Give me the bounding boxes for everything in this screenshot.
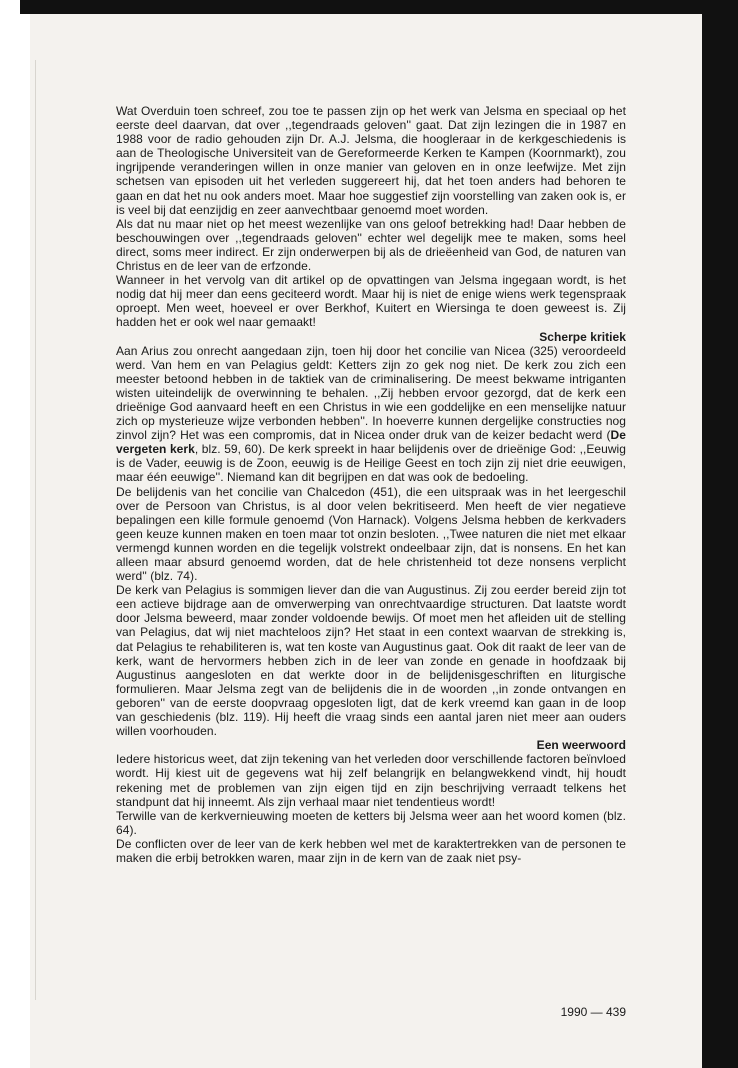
paragraph: Iedere historicus weet, dat zijn tekening van het verleden door verschillende factoren beïnvloed wordt. Hij kiest uit de gegevens wat hij zelf belangrijk en belangwekkend vindt, hij houdt rekening met de problemen van zijn eigen tijd en zijn beschrijving verraadt telkens het standpunt dat hij inneemt. Als zijn verhaal maar niet tendentieus wordt! bbox=[116, 752, 626, 809]
paragraph: De belijdenis van het concilie van Chalcedon (451), die een uitspraak was in het leergeschil over de Persoon van Christus, is al door velen bekritiseerd. Men heeft de vier negatieve bepalingen een kille formule genoemd (Von Harnack). Volgens Jelsma hebben de kerkvaders geen keuze kunnen maken en toen maar tot onzin besloten. ,,Twee naturen die niet met elkaar vermengd kunnen worden en die tegelijk volstrekt ondeelbaar zijn, dat is nonsens. En het kan alleen maar absurd genoemd worden, dat de hele christenheid tot deze nonsens verplicht werd'' (blz. 74). bbox=[116, 484, 626, 584]
paragraph-text: , blz. 59, 60). De kerk spreekt in haar belijdenis over de drieënige God: ,,Eeuwig is de Vader, eeuwig is de Zoon, eeuwig is de Heilige Geest en toch zijn zij niet drie eeuwigen, maar één eeuwige''. Niemand kan dit begrijpen en dat was ook de bedoeling. bbox=[116, 442, 627, 485]
scan-border-top bbox=[20, 0, 738, 14]
book-reference: De vergeten kerk bbox=[116, 428, 626, 457]
page-fold-line bbox=[35, 60, 36, 1000]
scan-border-right bbox=[702, 0, 738, 1068]
paragraph: Als dat nu maar niet op het meest wezenlijke van ons geloof betrekking had! Daar hebben de beschouwingen over ,,tegendraads geloven'' echter wel degelijk mee te maken, soms heel direct, soms meer indirect. Er zijn onderwerpen bij als de drieëenheid van God, de naturen van Christus en de leer van de erfzonde. bbox=[116, 216, 626, 274]
paragraph bbox=[116, 344, 626, 485]
page-number: 1990 — 439 bbox=[560, 1005, 626, 1019]
paragraph: De kerk van Pelagius is sommigen liever dan die van Augustinus. Zij zou eerder bereid zijn tot een actieve bijdrage aan de omverwerping van onrechtvaardige structuren. Dat laatste wordt door Jelsma beweerd, maar zonder voldoende bewijs. Of moet men het afleiden uit de stelling van Pelagius, dat wij niet machteloos zijn? Het staat in een context waarvan de strekking is, dat Pelagius te rehabiliteren is, wat ten koste van Augustinus gaat. Ook dit raakt de leer van de kerk, want de hervormers hebben zich in de leer van zonde en genade in hoofdzaak bij Augustinus aangesloten en dat werkte door in de belijdenisgeschriften en liturgische formulieren. Maar Jelsma zegt van de belijdenis die in de woorden ,,in zonde ontvangen en geboren'' van de eerste doopvraag opgesloten ligt, dat de kerk vreemd kan gaan in de loop van geschiedenis (blz. 119). Hij heeft die vraag sinds een aantal jaren niet meer aan ouders willen voorhouden. bbox=[116, 583, 626, 739]
paragraph-text: Aan Arius zou onrecht aangedaan zijn, toen hij door het concilie van Nicea (325) veroordeeld werd. Van hem en van Pelagius geldt: Ketters zijn zo gek nog niet. De kerk zou zich een meester betoond hebben in de taktiek van de criminalisering. De meest bekwame intriganten wisten uiteindelijk de overwinning te behalen. ,,Zij hebben ervoor gezorgd, dat de kerk een drieënige God aanvaard heeft en een Christus in wie een goddelijke en een menselijke natuur zich op mysterieuze wijze verbonden hebben''. In hoeverre kunnen dergelijke constructies nog zinvol zijn? Het was een compromis, dat in Nicea onder druk van de keizer bedacht werd ( bbox=[116, 343, 626, 443]
section-heading: Een weerwoord bbox=[536, 738, 626, 753]
section-heading: Scherpe kritiek bbox=[539, 329, 626, 344]
paragraph: De conflicten over de leer van de kerk hebben wel met de karaktertrekken van de personen te maken die erbij betrokken waren, maar zijn in de kern van de zaak niet psy- bbox=[116, 836, 626, 865]
paragraph: Wat Overduin toen schreef, zou toe te passen zijn op het werk van Jelsma en speciaal op het eerste deel daarvan, dat over ,,tegendraads geloven'' gaat. Dat zijn lezingen die in 1987 en 1988 voor de radio gehouden zijn Dr. A.J. Jelsma, die hoogleraar in de kerkgeschiedenis is aan de Theologische Universiteit van de Gereformeerde Kerken te Kampen (Koornmarkt), zou ingrijpende veranderingen willen in onze manier van geloven en in onze leefwijze. Met zijn schetsen van episoden uit het verleden suggereert hij, dat het toen anders had behoren te gaan en dat het nu ook anders moet. Maar hoe suggestief zijn voorstelling van zaken ook is, er is veel bij dat eenzijdig en zeer aanvechtbaar genoemd moet worden. bbox=[116, 104, 626, 217]
article-body bbox=[116, 104, 626, 865]
paragraph: Terwille van de kerkvernieuwing moeten de ketters bij Jelsma weer aan het woord komen (blz. 64). bbox=[116, 808, 626, 837]
paragraph: Wanneer in het vervolg van dit artikel op de opvattingen van Jelsma ingegaan wordt, is het nodig dat hij meer dan eens geciteerd wordt. Maar hij is niet de enige wiens werk tegenspraak oproept. Men weet, hoeveel er over Berkhof, Kuitert en Wiersinga te doen geweest is. Zij hadden het er ook wel naar gemaakt! bbox=[116, 273, 626, 330]
scan-margin-left bbox=[0, 0, 20, 1068]
